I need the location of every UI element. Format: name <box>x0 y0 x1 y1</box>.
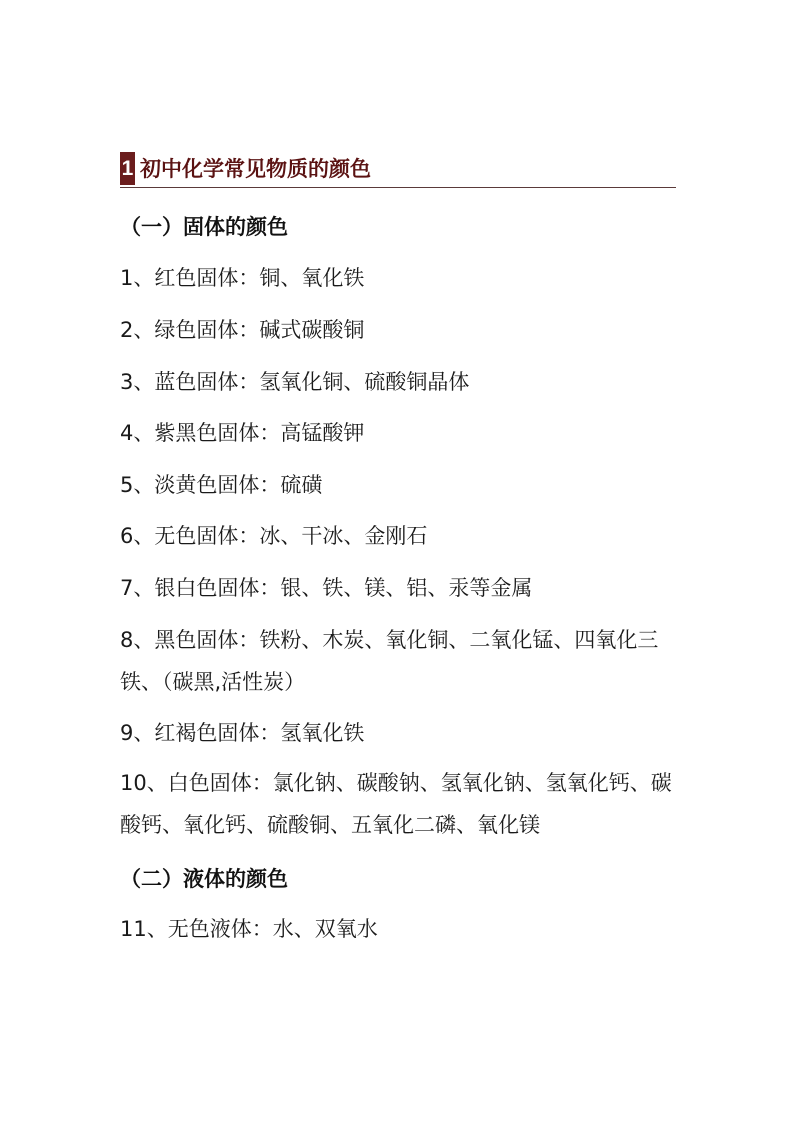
section-title-solids: （一）固体的颜色 <box>120 215 288 239</box>
chapter-title: 初中化学常见物质的颜色 <box>140 157 371 181</box>
list-item: 8、黑色固体：铁粉、木炭、氧化铜、二氧化锰、四氧化三铁、（碳黑,活性炭） <box>120 628 659 694</box>
list-item: 9、红褐色固体：氢氧化铁 <box>120 721 365 745</box>
list-item: 1、红色固体：铜、氧化铁 <box>120 266 365 290</box>
list-item: 2、绿色固体：碱式碳酸铜 <box>120 318 365 342</box>
section-title-liquids: （二）液体的颜色 <box>120 867 288 891</box>
chapter-number: 1 <box>120 152 135 185</box>
list-item: 11、无色液体：水、双氧水 <box>120 917 378 941</box>
list-item: 6、无色固体：冰、干冰、金刚石 <box>120 524 428 548</box>
list-item: 10、白色固体：氯化钠、碳酸钠、氢氧化钠、氢氧化钙、碳酸钙、氧化钙、硫酸铜、五氧化二磷、氧化镁 <box>120 771 672 837</box>
list-item: 4、紫黑色固体：高锰酸钾 <box>120 421 365 445</box>
list-item: 5、淡黄色固体：硫磺 <box>120 473 323 497</box>
chapter-heading <box>120 150 676 188</box>
list-item: 7、银白色固体：银、铁、镁、铝、汞等金属 <box>120 576 533 600</box>
list-item: 3、蓝色固体：氢氧化铜、硫酸铜晶体 <box>120 370 470 394</box>
